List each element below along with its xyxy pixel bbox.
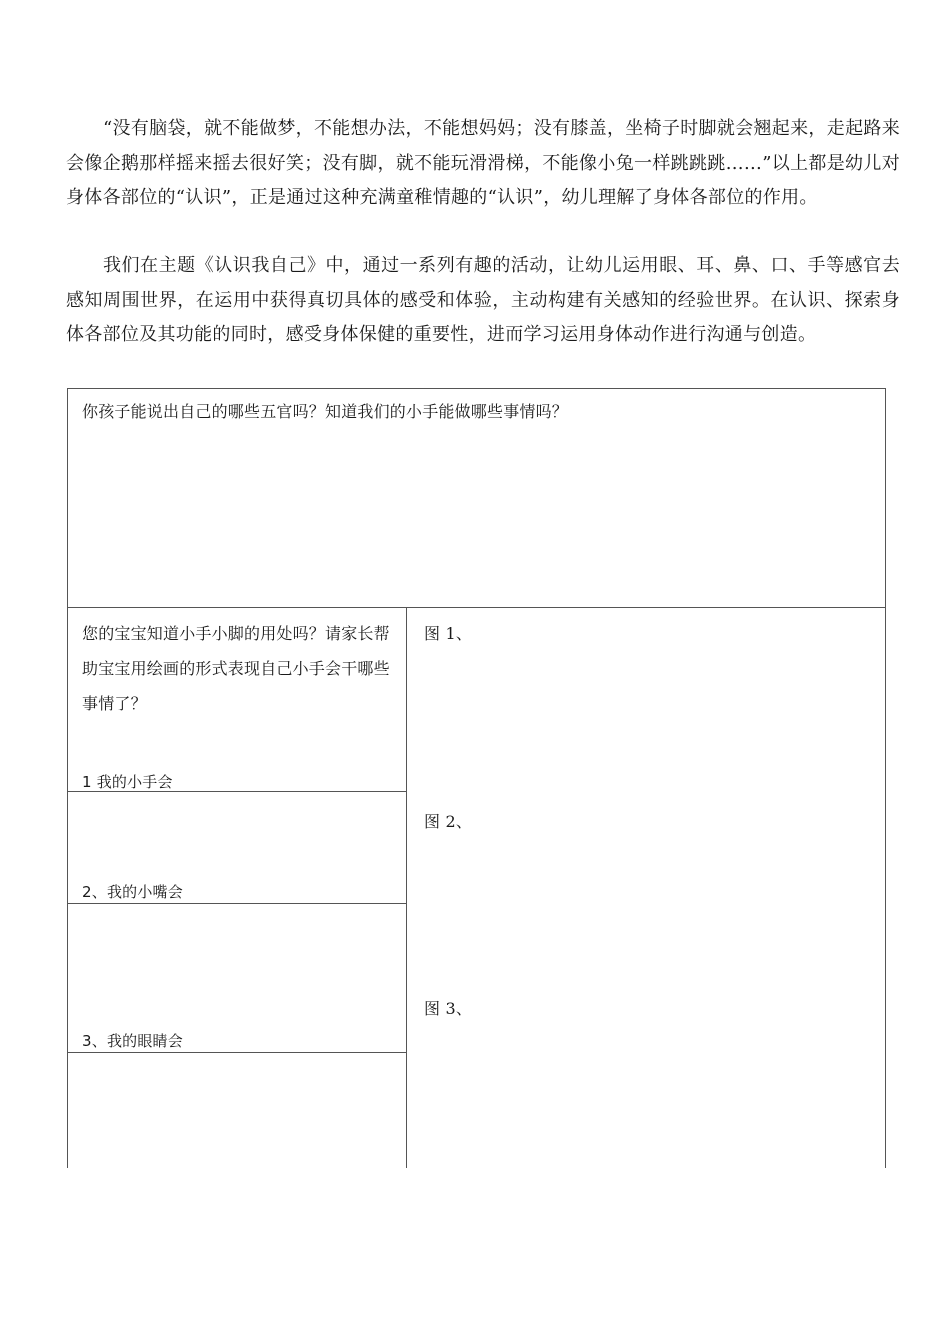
question-hands-feet: 您的宝宝知道小手小脚的用处吗？请家长帮助宝宝用绘画的形式表现自己小手会干哪些事情了？ [82,624,390,713]
table-column-divider [406,607,407,1168]
table-row-divider [67,607,886,608]
intro-paragraph-1: “没有脑袋，就不能做梦，不能想办法，不能想妈妈；没有膝盖，坐椅子时脚就会翘起来，走起路来会像企鹅那样摇来摇去很好笑；没有脚，就不能玩滑滑梯，不能像小兔一样跳跳跳……”以上都是幼儿对身体各部位的“认识”，正是通过这种充满童稚情趣的“认识”，幼儿理解了身体各部位的作用。 [66,118,900,208]
table-border-top [67,388,886,389]
question-five-senses: 你孩子能说出自己的哪些五官吗？知道我们的小手能做哪些事情吗？ [82,402,569,421]
item-my-eyes: 3、我的眼睛会 [82,1032,183,1050]
figure-label-1: 图 1、 [424,624,473,643]
item-my-mouth: 2、我的小嘴会 [82,883,183,901]
figure-label-3: 图 3、 [424,999,473,1018]
table-border-right [885,388,886,1168]
intro-paragraph-2: 我们在主题《认识我自己》中，通过一系列有趣的活动，让幼儿运用眼、耳、鼻、口、手等感官去感知周围世界，在运用中获得真切具体的感受和体验，主动构建有关感知的经验世界。在认识、探索身体各部位及其功能的同时，感受身体保健的重要性，进而学习运用身体动作进行沟通与创造。 [66,255,900,345]
item-my-hands: 1 我的小手会 [82,773,173,791]
figure-label-2: 图 2、 [424,812,473,831]
table-border-left [67,388,68,1168]
